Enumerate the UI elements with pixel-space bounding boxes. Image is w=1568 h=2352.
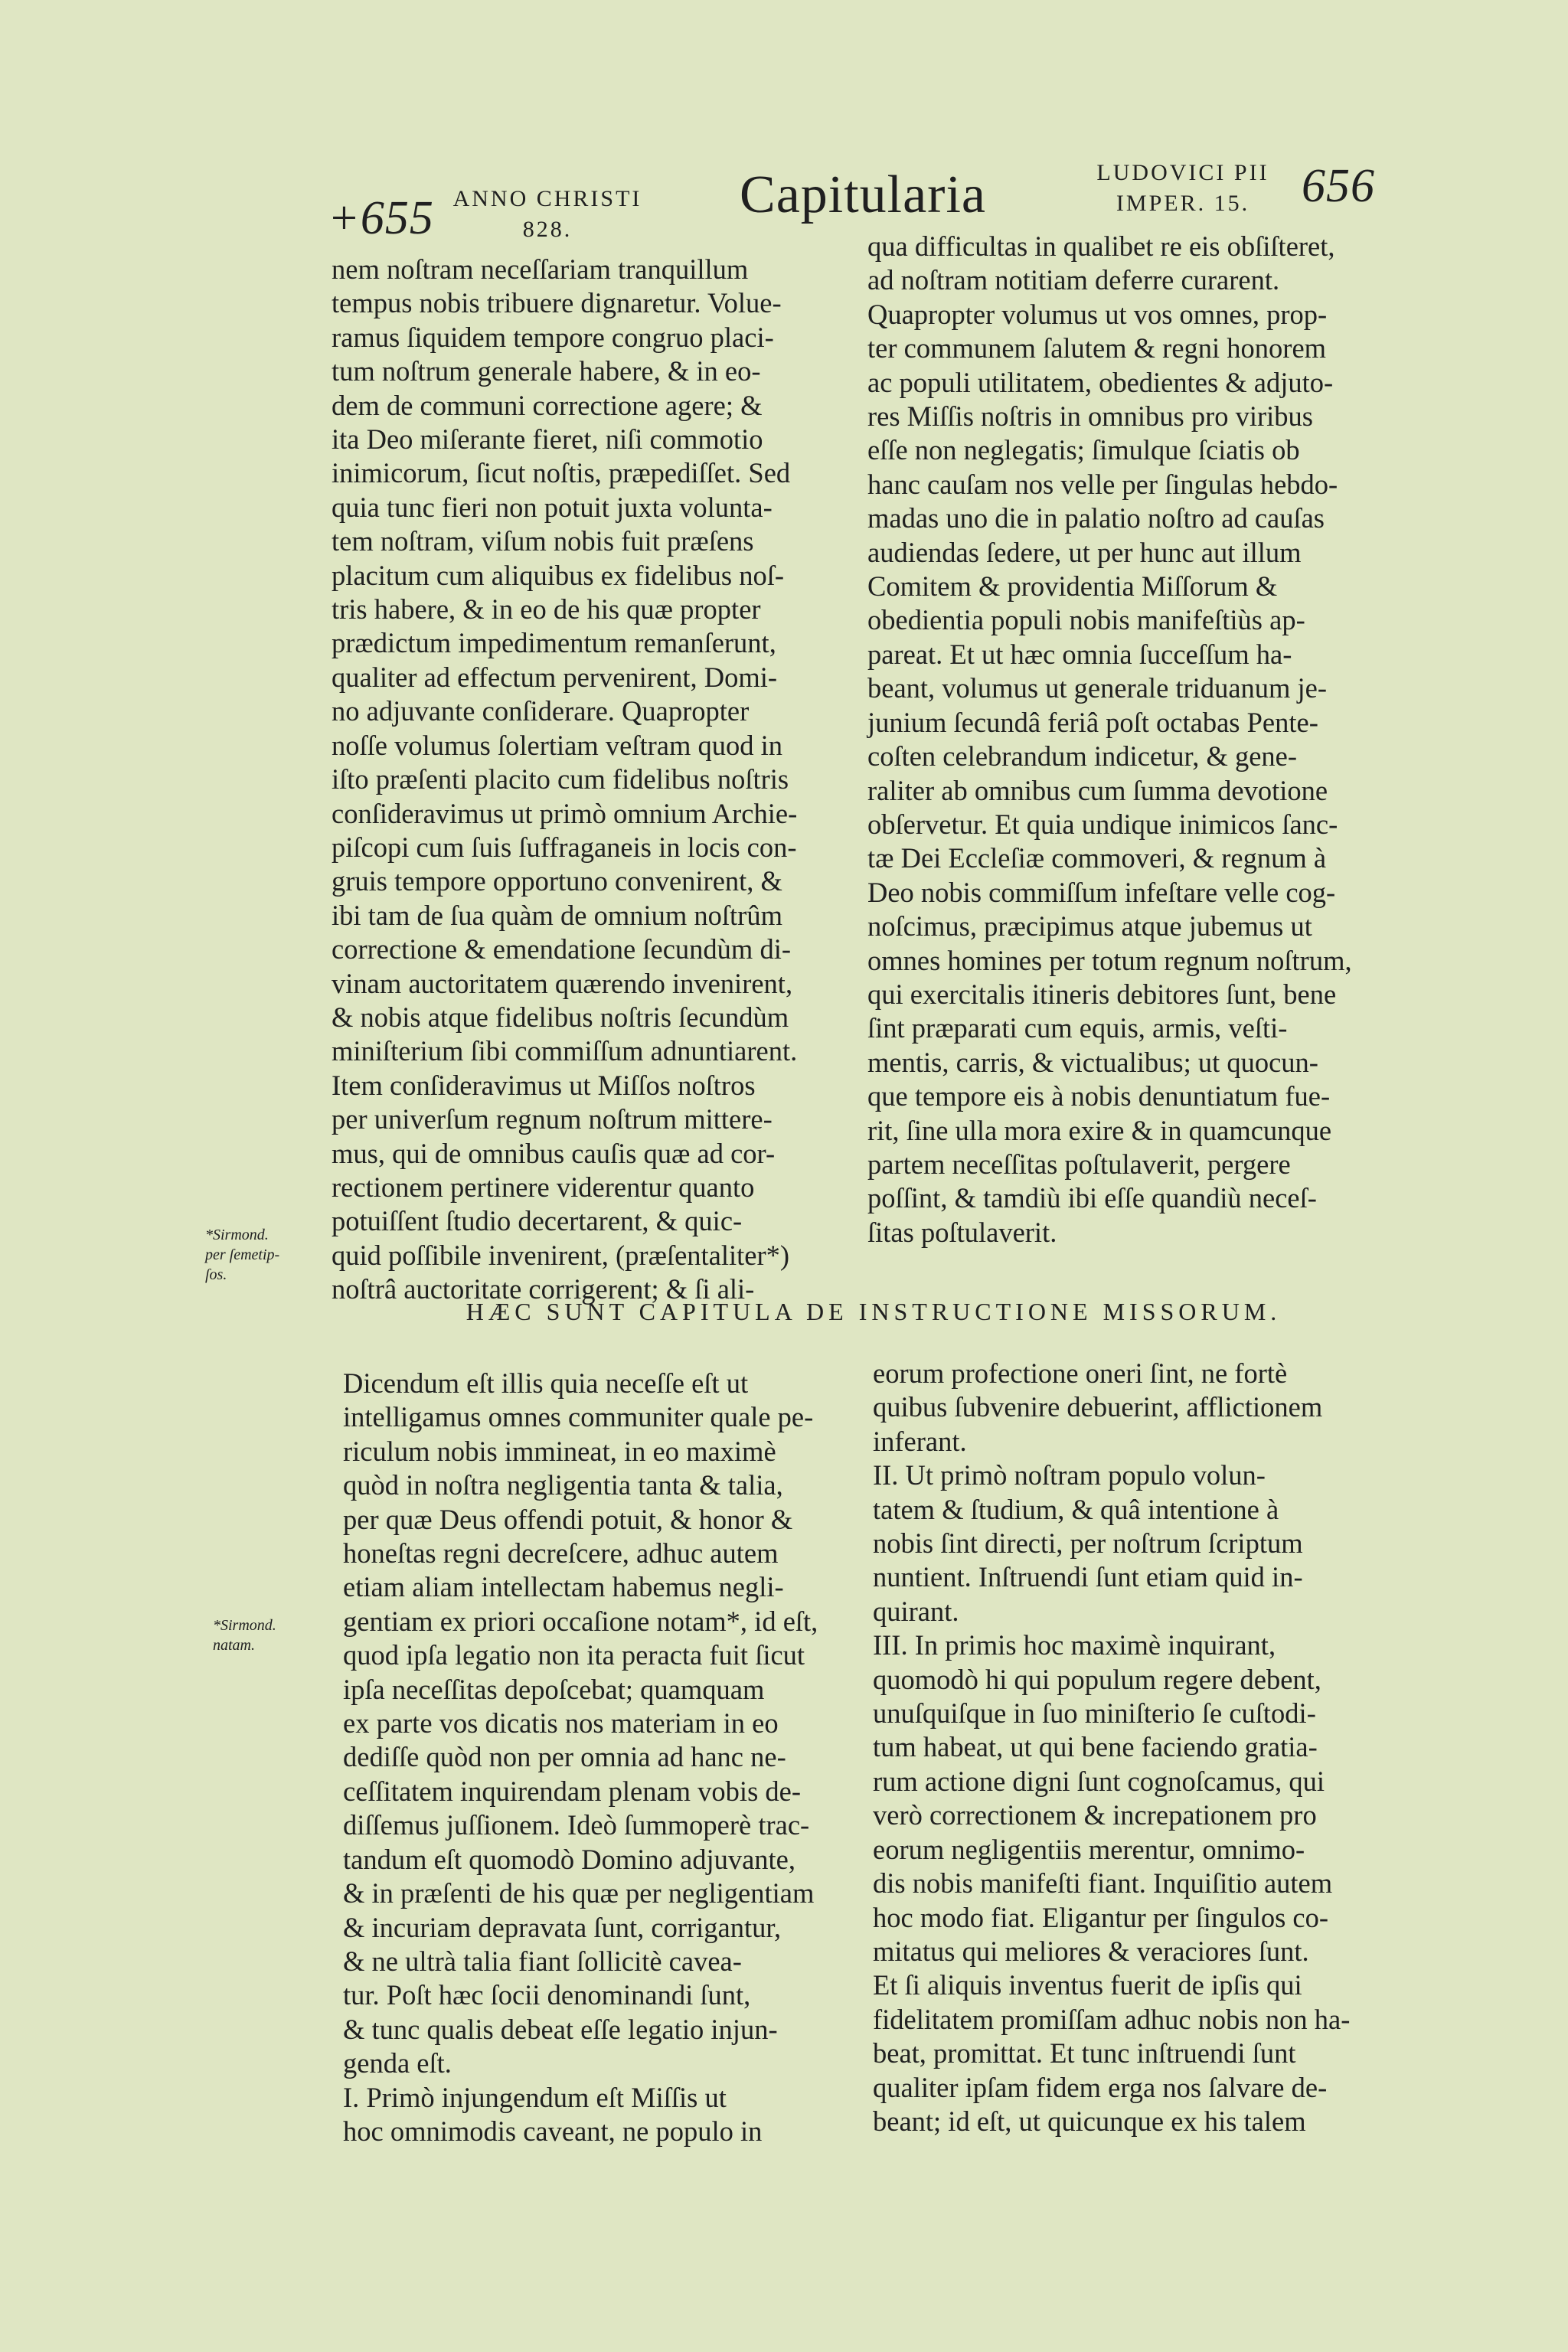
ludovici-label: LUDOVICI PII <box>1096 160 1269 185</box>
text-line: nuntient. Inſtruendi ſunt etiam quid in- <box>873 1561 1303 1593</box>
folio-left: +655 <box>328 192 434 244</box>
text-line: ter communem ſalutem & regni honorem <box>867 332 1327 364</box>
margin-note-sirmond-2 <box>213 1615 328 1655</box>
text-line: nobis ſint directi, per noſtrum ſcriptum <box>873 1527 1303 1560</box>
margin-note-line: per ſemetip- <box>205 1246 280 1263</box>
text-line: dis nobis manifeſti fiant. Inquiſitio autem <box>873 1867 1333 1900</box>
text-line: correctione & emendatione ſecundùm di- <box>332 933 791 965</box>
text-line: noſcimus, præcipimus atque jubemus ut <box>867 910 1312 942</box>
text-line: & incuriam depravata ſunt, corrigantur, <box>343 1911 782 1943</box>
text-line: ac populi utilitatem, obedientes & adjuto- <box>867 366 1334 398</box>
margin-note-line: ſos. <box>205 1266 227 1283</box>
text-line: & nobis atque fidelibus noſtris ſecundùm <box>332 1001 789 1033</box>
anno-label: ANNO CHRISTI <box>452 186 642 211</box>
text-line: potuiſſent ſtudio decertarent, & quic- <box>332 1205 743 1237</box>
text-line: ſitas poſtulaverit. <box>867 1216 1057 1248</box>
text-line: dem de communi correctione agere; & <box>332 389 763 421</box>
text-line: eorum profectione oneri ſint, ne fortè <box>873 1357 1288 1389</box>
text-line: miniſterium ſibi commiſſum adnuntiarent. <box>332 1035 798 1067</box>
text-line: mus, qui de omnibus cauſis quæ ad cor- <box>332 1137 776 1169</box>
text-line: & tunc qualis debeat eſſe legatio injun- <box>343 2013 778 2045</box>
text-line: qui exercitalis itineris debitores ſunt, bene <box>867 978 1337 1010</box>
running-head-ludovici <box>1080 158 1286 219</box>
text-line: quod ipſa legatio non ita peracta fuit ſicut <box>343 1639 805 1671</box>
text-line: quirant. <box>873 1595 959 1627</box>
bottom-right-column <box>873 1357 1403 2138</box>
text-line: prædictum impedimentum remanſerunt, <box>332 627 776 659</box>
text-line: tatem & ſtudium, & quâ intentione à <box>873 1493 1279 1525</box>
text-line: junium ſecundâ feriâ poſt octabas Pente- <box>867 706 1318 738</box>
text-line: tæ Dei Eccleſiæ commoveri, & regnum à <box>867 842 1327 874</box>
text-line: partem neceſſitas poſtulaverit, pergere <box>867 1148 1291 1180</box>
text-line: coſten celebrandum indicetur, & gene- <box>867 740 1298 773</box>
text-line: Item conſideravimus ut Miſſos noſtros <box>332 1069 756 1101</box>
text-line: Et ſi aliquis inventus fuerit de ipſis qui <box>873 1969 1302 2001</box>
text-line: eorum negligentiis merentur, omnimo- <box>873 1833 1305 1865</box>
text-line: ramus ſiquidem tempore congruo placi- <box>332 321 774 353</box>
text-line: tum habeat, ut qui bene faciendo gratia- <box>873 1731 1318 1763</box>
text-line: Deo nobis commiſſum infeſtare velle cog- <box>867 876 1336 908</box>
section-heading: HÆC SUNT CAPITULA DE INSTRUCTIONE MISSORUM. <box>466 1298 1282 1325</box>
text-line: Quapropter volumus ut vos omnes, prop- <box>867 298 1328 330</box>
text-line: beant; id eſt, ut quicunque ex his talem <box>873 2105 1306 2137</box>
text-line: ad noſtram notitiam deferre curarent. <box>867 264 1280 296</box>
page-title: Capitularia <box>740 165 987 224</box>
text-line: & in præſenti de his quæ per negligentiam <box>343 1877 815 1909</box>
text-line: quid poſſibile invenirent, (præſentaliter*) <box>332 1239 790 1271</box>
text-line: pareat. Et ut hæc omnia ſucceſſum ha- <box>867 638 1292 670</box>
text-line: placitum cum aliquibus ex fidelibus noſ- <box>332 559 784 591</box>
text-line: audiendas ſedere, ut per hunc aut illum <box>867 536 1302 568</box>
text-line: tur. Poſt hæc ſocii denominandi ſunt, <box>343 1979 751 2011</box>
text-line: intelligamus omnes communiter quale pe- <box>343 1401 814 1433</box>
text-line: inimicorum, ſicut noſtis, præpediſſet. Sed <box>332 457 791 489</box>
text-line: hanc cauſam nos velle per ſingulas hebdo- <box>867 468 1338 500</box>
anno-year: 828. <box>522 217 573 242</box>
text-line: verò correctionem & increpationem pro <box>873 1799 1317 1831</box>
text-line: mitatus qui meliores & veraciores ſunt. <box>873 1935 1309 1967</box>
text-line: & ne ultrà talia fiant ſollicitè cavea- <box>343 1945 742 1977</box>
text-line: noſſe volumus ſolertiam veſtram quod in <box>332 729 782 761</box>
text-line: res Miſſis noſtris in omnibus pro viribus <box>867 400 1313 433</box>
text-line: tris habere, & in eo de his quæ propter <box>332 593 761 626</box>
text-line: que tempore eis à nobis denuntiatum fue- <box>867 1080 1331 1112</box>
text-line: gruis tempore opportuno convenirent, & <box>332 865 782 897</box>
text-line: beant, volumus ut generale triduanum je- <box>867 672 1328 704</box>
text-line: quia tunc fieri non potuit juxta volunta- <box>332 491 773 523</box>
imper-label: IMPER. 15. <box>1116 191 1250 216</box>
text-line: per quæ Deus offendi potuit, & honor & <box>343 1503 793 1535</box>
text-line: Dicendum eſt illis quia neceſſe eſt ut <box>343 1367 749 1399</box>
text-line: raliter ab omnibus cum ſumma devotione <box>867 774 1328 806</box>
text-line: madas uno die in palatio noſtro ad cauſas <box>867 502 1325 534</box>
text-line: rectionem pertinere viderentur quanto <box>332 1171 755 1203</box>
text-line: qualiter ad effectum pervenirent, Domi- <box>332 661 778 693</box>
text-line: noſtrâ auctoritate corrigerent; & ſi ali- <box>332 1273 755 1305</box>
text-line: Comitem & providentia Miſſorum & <box>867 570 1278 603</box>
text-line: rit, ſine ulla mora exire & in quamcunque <box>867 1114 1332 1146</box>
text-line: III. In primis hoc maximè inquirant, <box>873 1629 1276 1661</box>
text-line: tandum eſt quomodò Domino adjuvante, <box>343 1843 796 1875</box>
text-line: piſcopi cum ſuis ſuffraganeis in locis con- <box>332 831 797 863</box>
text-line: poſſint, & tamdiù ibi eſſe quandiù neceſ- <box>867 1182 1317 1214</box>
text-line: gentiam ex priori occaſione notam*, id eſt, <box>343 1605 818 1637</box>
text-line: diſſemus juſſionem. Ideò ſummoperè trac- <box>343 1809 810 1841</box>
text-line: inferant. <box>873 1425 967 1457</box>
text-line: eſſe non neglegatis; ſimulque ſciatis ob <box>867 434 1300 466</box>
text-line: no adjuvante conſiderare. Quapropter <box>332 695 750 727</box>
text-line: dediſſe quòd non per omnia ad hanc ne- <box>343 1741 786 1773</box>
text-line: tempus nobis tribuere dignaretur. Volue- <box>332 287 782 319</box>
text-line: fidelitatem promiſſam adhuc nobis non ha- <box>873 2003 1351 2035</box>
margin-note-sirmond-1 <box>205 1225 328 1285</box>
top-left-column <box>332 253 858 1307</box>
text-line: ſint præparati cum equis, armis, veſti- <box>867 1012 1288 1044</box>
text-line: ex parte vos dicatis nos materiam in eo <box>343 1707 779 1740</box>
text-line: hoc modo fiat. Eligantur per ſingulos co- <box>873 1901 1329 1933</box>
text-line: unuſquiſque in ſuo miniſterio ſe cuſtodi- <box>873 1697 1316 1730</box>
text-line: ita Deo miſerante fieret, niſi commotio <box>332 423 763 456</box>
text-line: nem noſtram neceſſariam tranquillum <box>332 253 749 285</box>
text-line: conſideravimus ut primò omnium Archie- <box>332 797 798 829</box>
text-line: rum actione digni ſunt cognoſcamus, qui <box>873 1765 1325 1797</box>
text-line: ibi tam de ſua quàm de omnium noſtrûm <box>332 899 782 931</box>
text-line: tum noſtrum generale habere, & in eo- <box>332 355 761 387</box>
text-line: honeſtas regni decreſcere, adhuc autem <box>343 1537 779 1570</box>
text-line: per univerſum regnum noſtrum mittere- <box>332 1103 773 1135</box>
bottom-left-column <box>343 1367 856 2148</box>
text-line: iſto præſenti placito cum fidelibus noſtris <box>332 763 789 795</box>
text-line: quibus ſubvenire debuerint, afflictionem <box>873 1391 1323 1423</box>
text-line: riculum nobis immineat, in eo maximè <box>343 1435 776 1467</box>
text-line: vinam auctoritatem quærendo invenirent, <box>332 967 793 999</box>
text-line: quomodò hi qui populum regere debent, <box>873 1663 1321 1695</box>
text-line: ipſa neceſſitas depoſcebat; quamquam <box>343 1673 765 1705</box>
text-line: obedientia populi nobis manifeſtiùs ap- <box>867 604 1305 636</box>
margin-note-line: *Sirmond. <box>213 1617 276 1634</box>
top-right-column <box>867 230 1397 1250</box>
text-line: qua difficultas in qualibet re eis obſiſteret, <box>867 230 1335 262</box>
margin-note-line: *Sirmond. <box>205 1227 269 1243</box>
text-line: obſervetur. Et quia undique inimicos ſanc- <box>867 808 1338 840</box>
text-line: tem noſtram, viſum nobis fuit præſens <box>332 525 754 557</box>
text-line: mentis, carris, & victualibus; ut quocun- <box>867 1046 1318 1078</box>
text-line: II. Ut primò noſtram populo volun- <box>873 1459 1266 1491</box>
text-line: qualiter ipſam fidem erga nos ſalvare de- <box>873 2071 1328 2103</box>
text-line: omnes homines per totum regnum noſtrum, <box>867 944 1352 976</box>
folio-right: 656 <box>1302 160 1375 212</box>
text-line: I. Primò injungendum eſt Miſſis ut <box>343 2081 727 2113</box>
text-line: beat, promittat. Et tunc inſtruendi ſunt <box>873 2037 1296 2069</box>
text-line: quòd in noſtra negligentia tanta & talia, <box>343 1469 783 1501</box>
text-line: hoc omnimodis caveant, ne populo in <box>343 2115 763 2147</box>
running-head-anno <box>444 184 651 245</box>
text-line: genda eſt. <box>343 2047 452 2079</box>
text-line: etiam aliam intellectam habemus negli- <box>343 1571 784 1603</box>
margin-note-line: natam. <box>213 1637 255 1654</box>
text-line: ceſſitatem inquirendam plenam vobis de- <box>343 1775 802 1807</box>
